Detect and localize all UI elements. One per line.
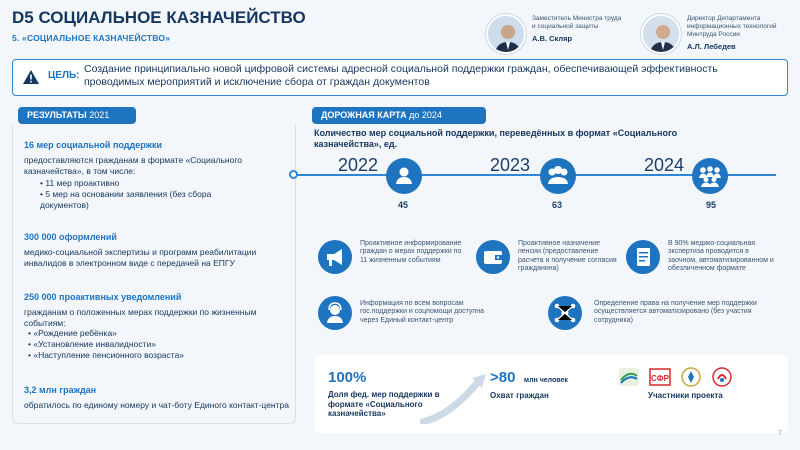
participant-logo-3	[679, 366, 703, 388]
participants-label: Участники проекта	[648, 391, 723, 400]
list-item: • «Наступление пенсионного возраста»	[28, 349, 185, 360]
network-icon	[548, 296, 582, 330]
coverage-value-group	[490, 369, 568, 387]
roadmap-caption: Количество мер социальной поддержки, переведённых в формат «Социального казначейства», ед.	[314, 128, 678, 149]
goal-label: ЦЕЛЬ:	[48, 70, 80, 81]
result-block-1: 16 мер социальной поддержки предоставляются гражданам в формате «Социального казначейства», в том числе: • 11 мер проактивно • 5 мер на основании заявления (без сбора документов)	[24, 140, 292, 210]
warning-icon	[22, 69, 40, 85]
roadmap-pill: ДОРОЖНАЯ КАРТА до 2024	[312, 107, 486, 124]
share-value: 100%	[328, 369, 367, 386]
list-item: • «Рождение ребёнка»	[28, 328, 117, 339]
page-title: D5 СОЦИАЛЬНОЕ КАЗНАЧЕЙСТВО	[12, 8, 306, 27]
person-card-2	[641, 14, 777, 54]
feature-text: Проактивное информирование граждан о мерах поддержки по 11 жизненным событиям	[360, 240, 462, 264]
timeline-year: 2022	[338, 155, 379, 175]
list-item: • «Установление инвалидности»	[28, 338, 156, 349]
crowd-users-icon	[692, 158, 728, 194]
svg-text:СФР: СФР	[651, 374, 669, 383]
page-number: 7	[778, 430, 782, 437]
operator-icon	[318, 296, 352, 330]
result-block-2: 300 000 оформлений медико-социальной экспертизы и программ реабилитации инвалидов в электронном виде с передачей на ЕПГУ	[24, 232, 257, 268]
timeline-year: 2023	[490, 155, 531, 175]
participant-logo-2	[648, 366, 672, 388]
feature-text: Информация по всем вопросам гос.поддержки и соцпомощи доступна через Единый контакт-центр	[360, 300, 484, 324]
coverage-unit: млн человек	[523, 377, 568, 384]
participant-logo-4	[710, 366, 734, 388]
coverage-label: Охват граждан	[490, 391, 549, 400]
person-name: А.В. Скляр	[532, 34, 573, 44]
result-block-3: 250 000 проактивных уведомлений гражданам о положенных мерах поддержки по жизненным событиям: • «Рождение ребёнка» • «Установление инвалидности» • «Наступление пенсионного возраста»	[24, 292, 292, 360]
megaphone-icon	[318, 240, 352, 274]
result-block-4: 3,2 млн граждан обратилось по единому номеру и чат-боту Единого контакт-центра	[24, 385, 289, 410]
goal-text: Создание принципиально новой цифровой системы адресной социальной поддержки граждан, обеспечивающей эффективность проводимых мероприятий и исключение сбора от граждан документов	[84, 63, 718, 89]
timeline-start-dot	[289, 170, 298, 179]
results-pill: РЕЗУЛЬТАТЫ 2021	[18, 107, 136, 124]
avatar	[641, 14, 681, 54]
page-subtitle: 5. «СОЦИАЛЬНОЕ КАЗНАЧЕЙСТВО»	[12, 33, 171, 43]
timeline-value: 95	[706, 200, 717, 210]
single-user-icon	[386, 158, 422, 194]
person-role: Заместитель Министра труда и социальной защиты	[532, 15, 622, 31]
feature-text: Проактивное назначение пенсии (предоставление расчета и получение согласия гражданина)	[518, 240, 617, 273]
timeline-year: 2024	[644, 155, 685, 175]
share-label: Доля фед. мер поддержки в формате «Социального казначейства»	[328, 390, 440, 419]
timeline-value: 45	[398, 200, 409, 210]
participant-logo-1	[617, 366, 641, 388]
document-icon	[626, 240, 660, 274]
person-name: А.Л. Лебедев	[687, 42, 736, 52]
person-role: Директор Департамента информационных технологий Минтруда России	[687, 15, 777, 39]
person-card-1	[486, 14, 621, 54]
timeline-value: 63	[552, 200, 563, 210]
arrow-icon	[420, 372, 490, 429]
group-users-icon	[540, 158, 576, 194]
wallet-icon	[476, 240, 510, 274]
avatar	[486, 14, 526, 54]
list-item: • 11 мер проактивно	[40, 178, 120, 189]
coverage-value: >80	[490, 369, 516, 386]
feature-text: В 90% медико-социальная экспертиза проводится в заочном, автоматизированном и обезличенном формате	[668, 240, 774, 273]
list-item: • 5 мер на основании заявления (без сбора документов)	[40, 188, 212, 210]
feature-text: Определение права на получение мер поддержки осуществляется автоматизировано (без участия сотрудника)	[594, 300, 757, 324]
